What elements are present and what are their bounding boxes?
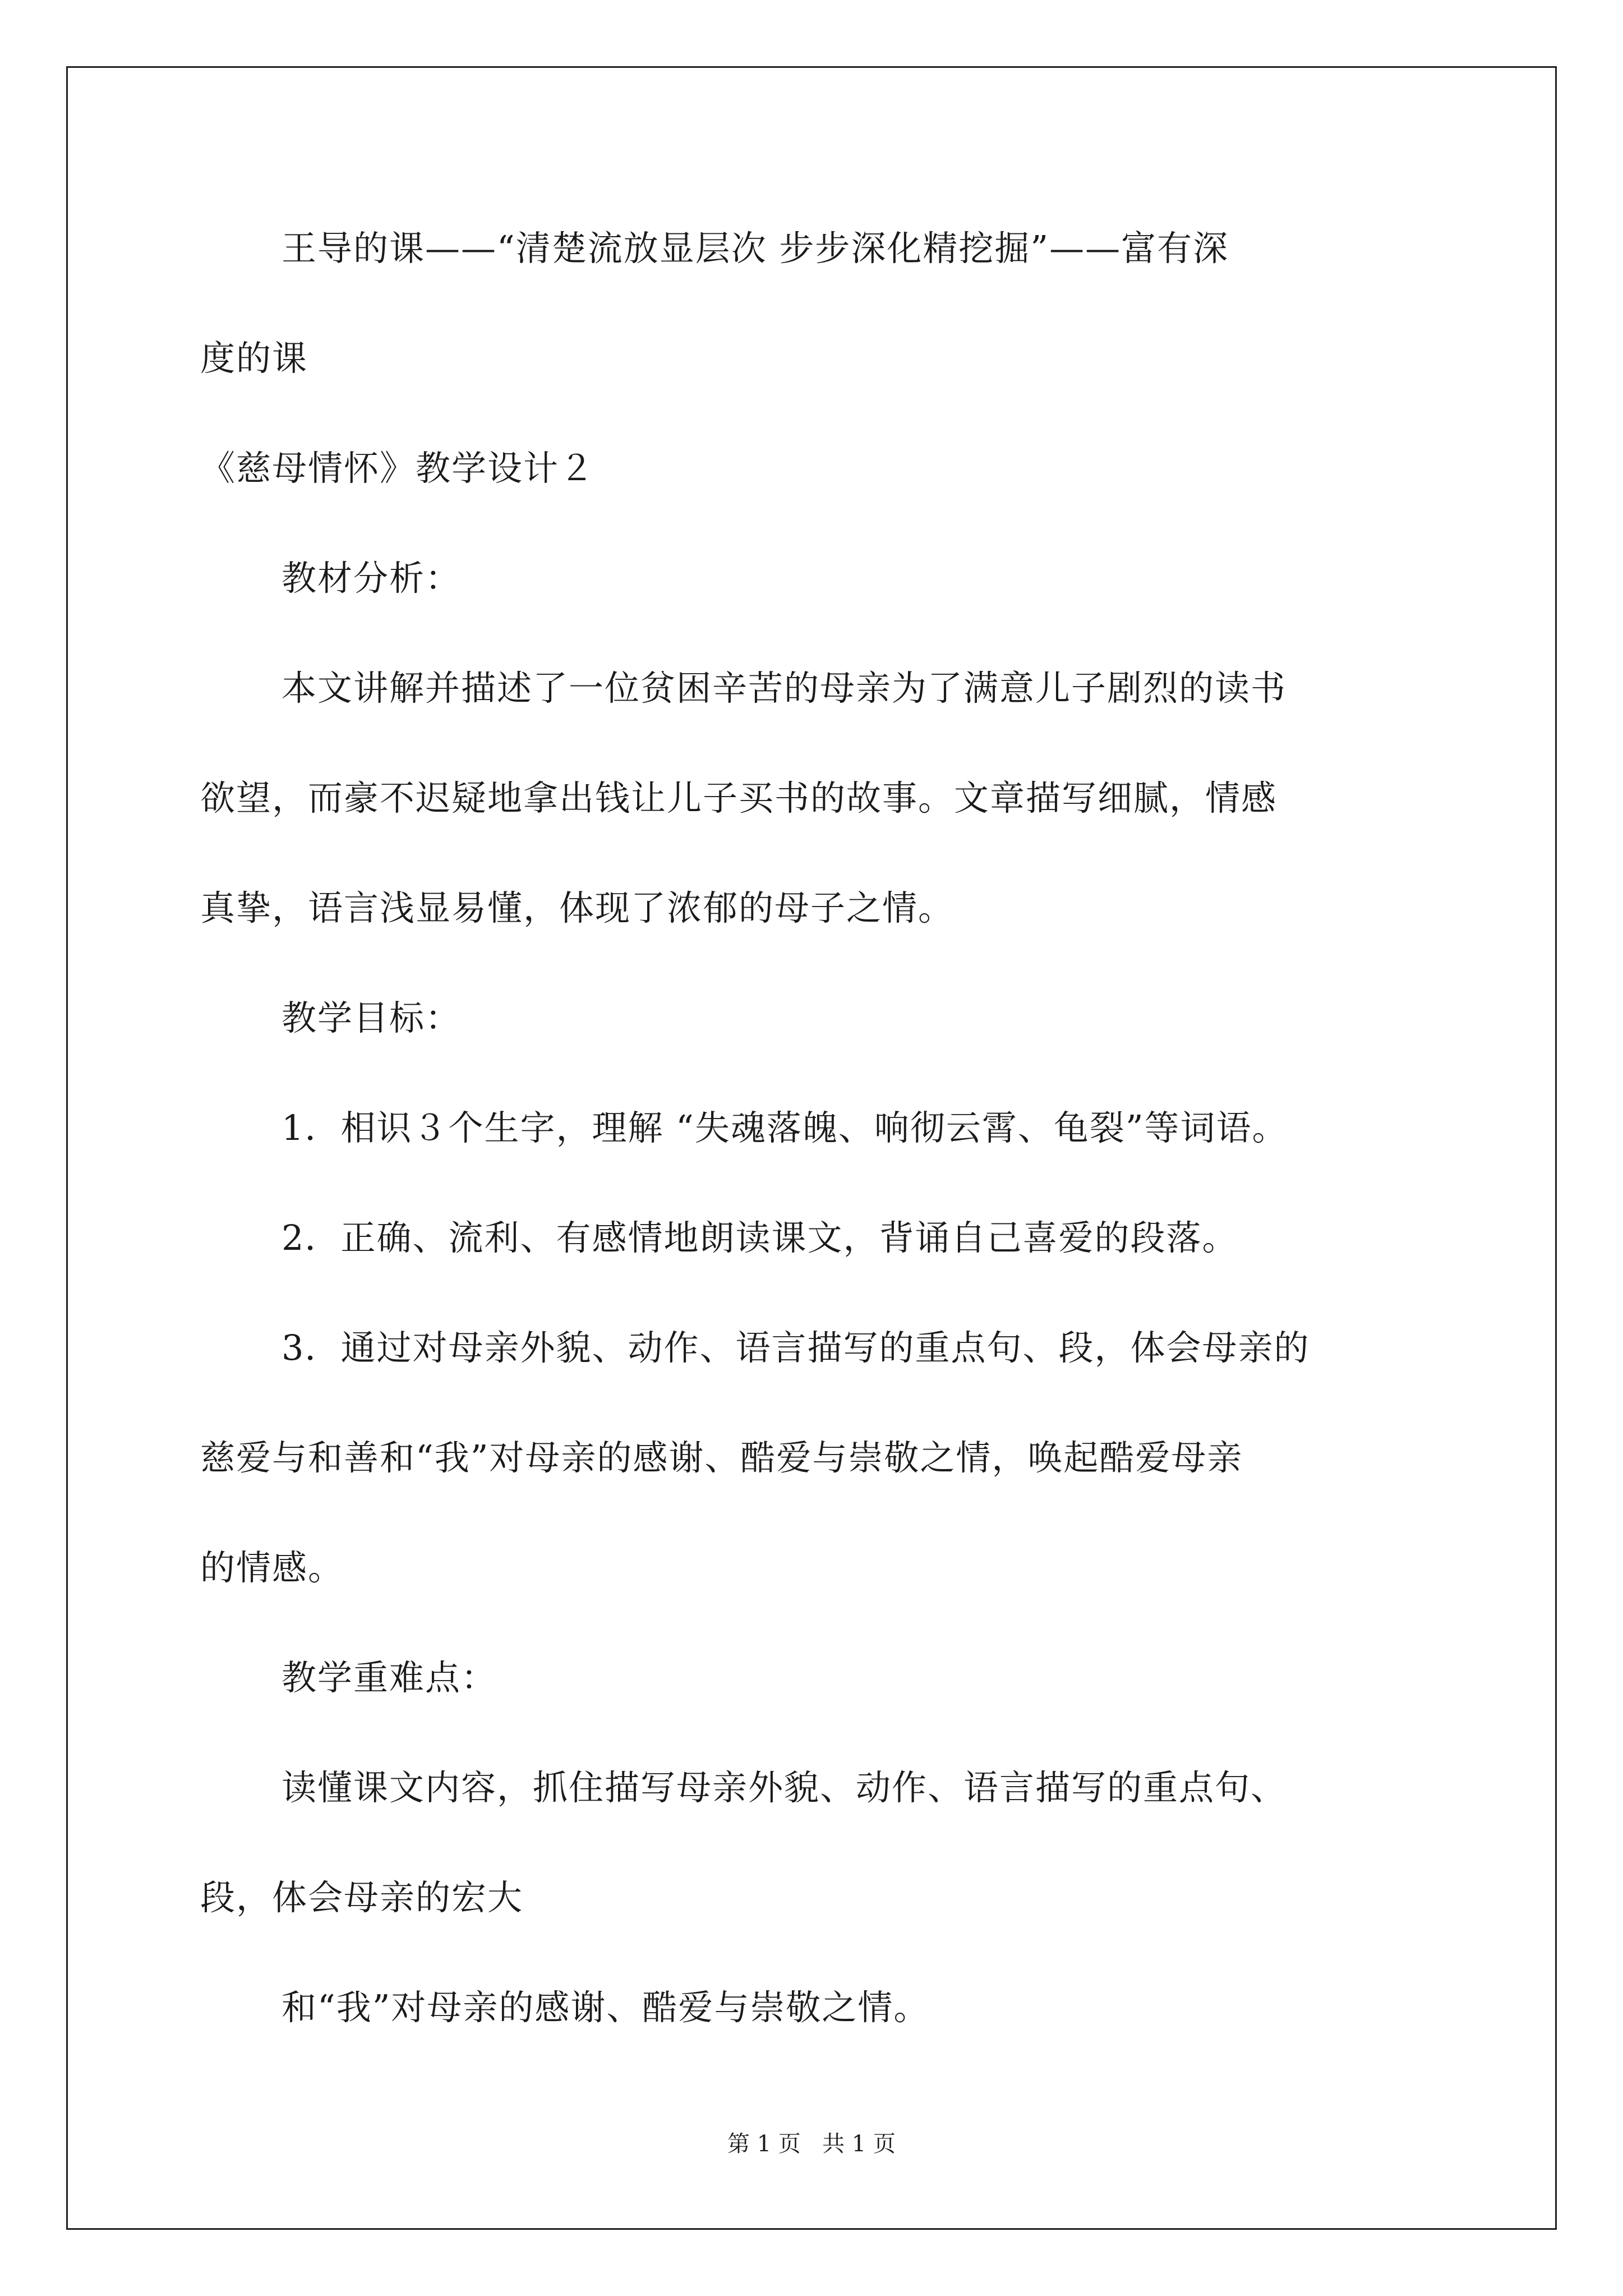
paragraph-line: 和“我”对母亲的感谢、酷爱与崇敬之情。 [282, 1987, 930, 2028]
paragraph-line: 真挚，语言浅显易懂，体现了浓郁的母子之情。 [200, 887, 955, 928]
section-heading: 教学目标： [282, 997, 462, 1038]
paragraph-line: 读懂课文内容，抓住描写母亲外貌、动作、语言描写的重点句、 [282, 1767, 1287, 1808]
paragraph-line: 本文讲解并描述了一位贫困辛苦的母亲为了满意儿子剧烈的读书 [282, 668, 1287, 708]
list-item: 1．相识３个生字，理解 “失魂落魄、响彻云霄、龟裂”等词语。 [282, 1107, 1288, 1148]
section-heading: 教材分析： [282, 558, 462, 599]
list-item: 3．通过对母亲外貌、动作、语言描写的重点句、段，体会母亲的 [282, 1327, 1310, 1368]
paragraph-line: 段，体会母亲的宏大 [200, 1877, 524, 1918]
list-item: 2．正确、流利、有感情地朗读课文，背诵自己喜爱的段落。 [282, 1217, 1238, 1258]
paragraph-line: 欲望，而豪不迟疑地拿出钱让儿子买书的故事。文章描写细腻，情感 [200, 777, 1278, 818]
list-item-continuation: 的情感。 [200, 1547, 344, 1588]
section-heading: 教学重难点： [282, 1657, 497, 1698]
page-footer: 第 1 页 共 1 页 [727, 2131, 896, 2157]
paragraph-line: 度的课 [200, 338, 308, 379]
document-title: 《慈母情怀》教学设计２ [200, 448, 596, 489]
list-item-continuation: 慈爱与和善和“我”对母亲的感谢、酷爱与崇敬之情，唤起酷爱母亲 [200, 1437, 1243, 1478]
paragraph-line: 王导的课——“清楚流放显层次 步步深化精挖掘”——富有深 [282, 228, 1229, 269]
